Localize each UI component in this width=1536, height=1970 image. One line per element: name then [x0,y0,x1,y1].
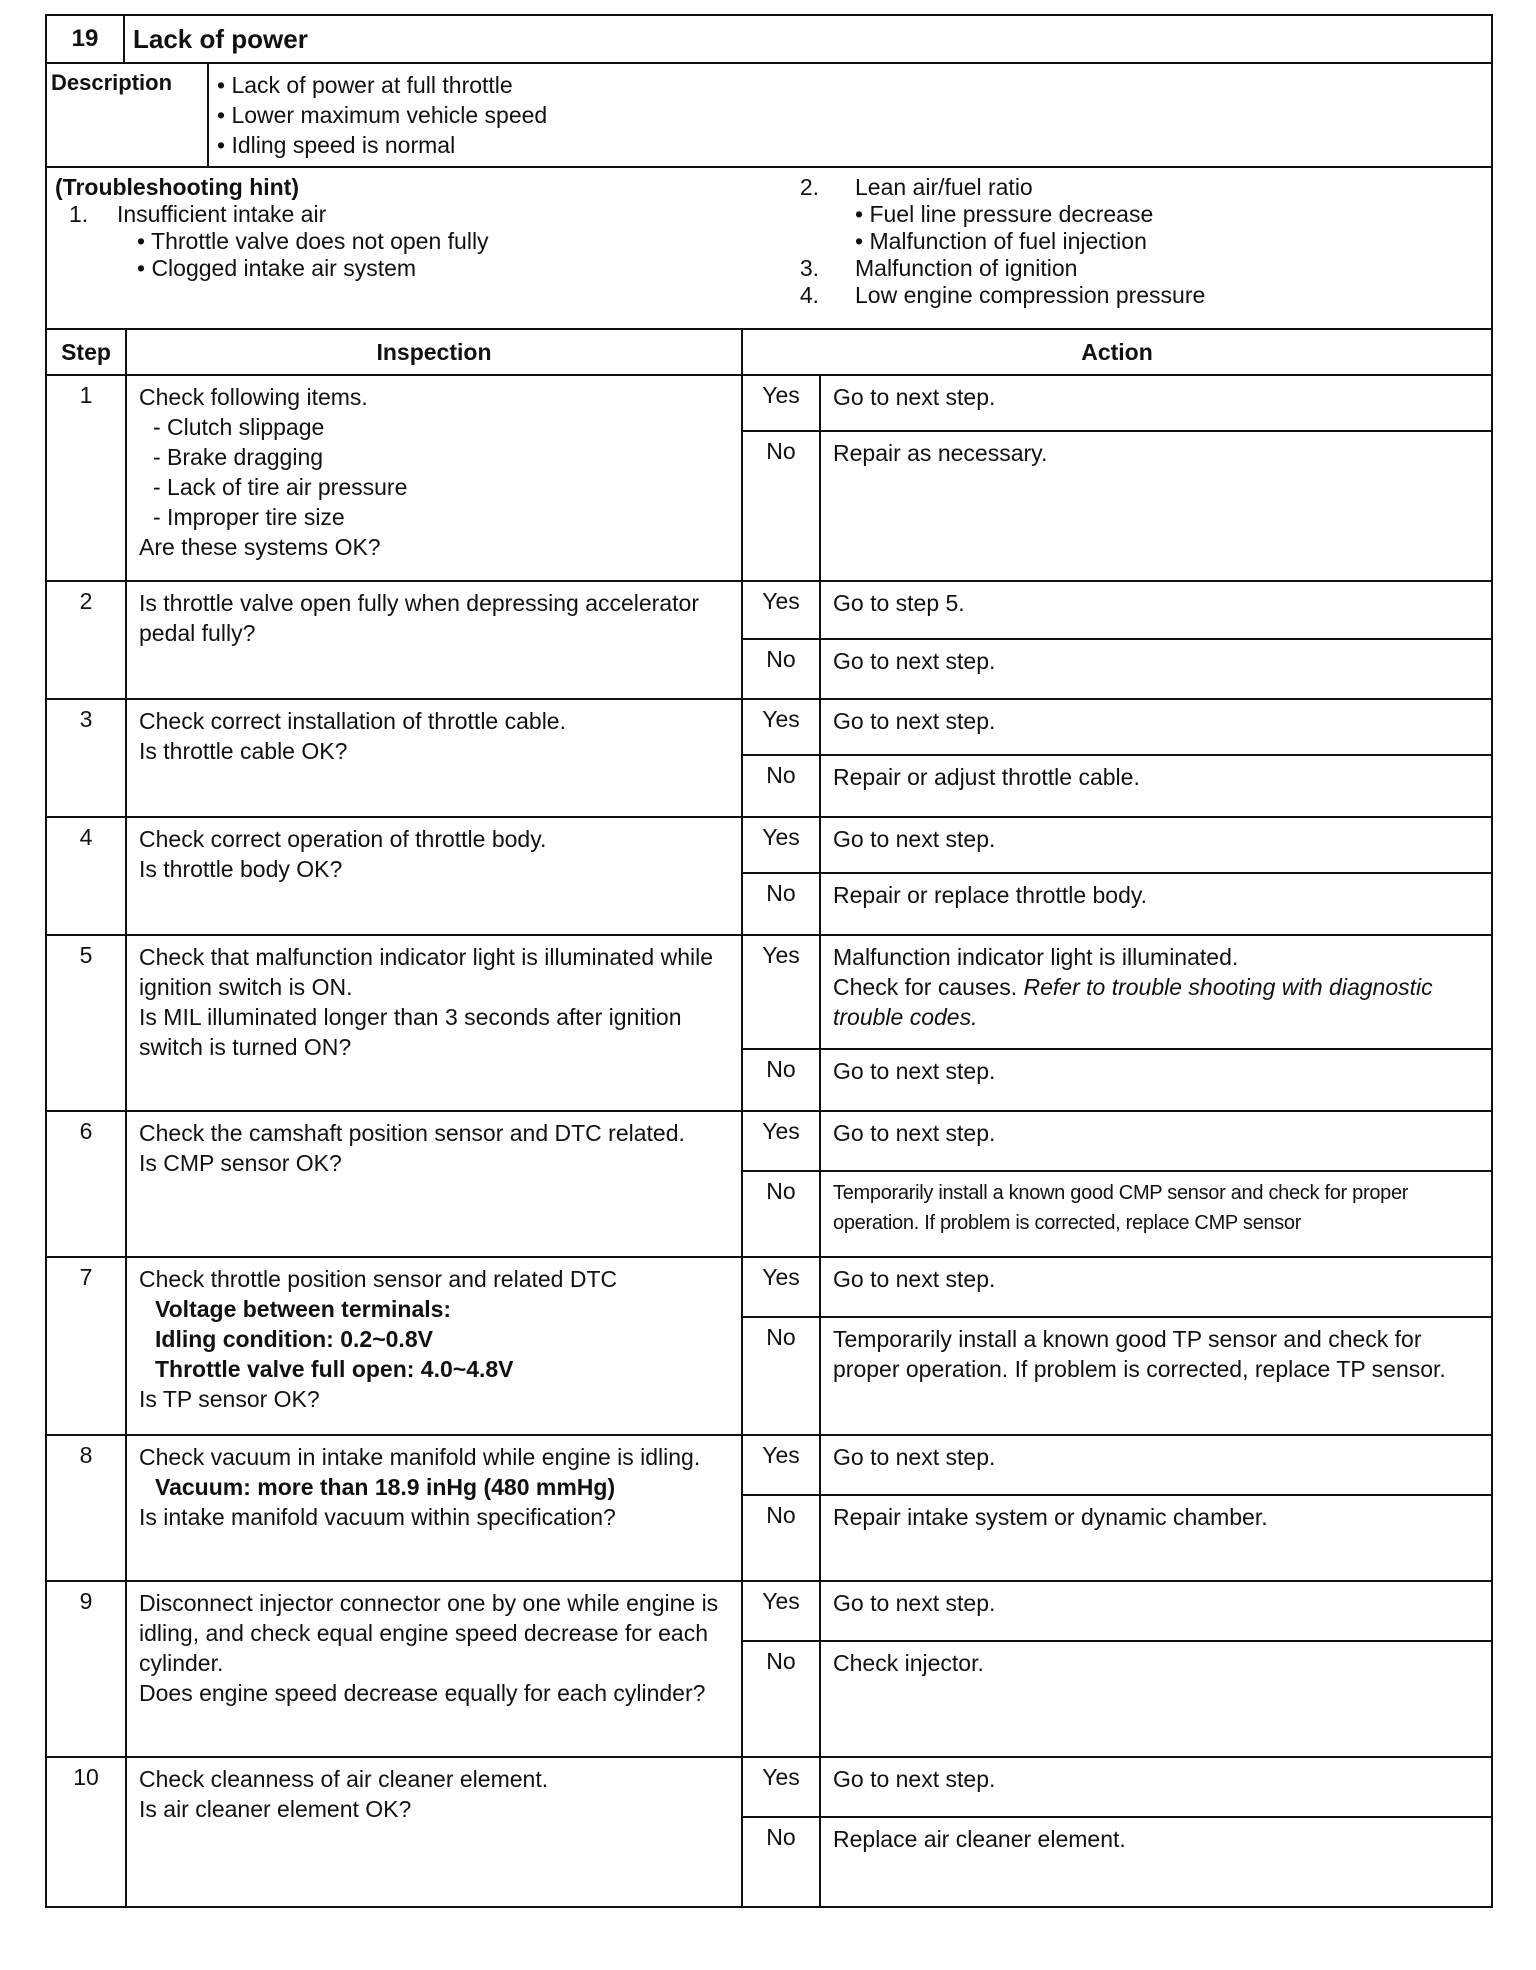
yes-action [820,1111,1492,1171]
hint-item [55,201,775,228]
step-number: 4 [46,817,126,935]
inspection-line: - Brake dragging [153,444,324,470]
yes-label: Yes [742,581,820,639]
step-number: 6 [46,1111,126,1257]
no-action: Go to next step. [820,1049,1492,1111]
step-number: 9 [46,1581,126,1757]
step-number: 10 [46,1757,126,1907]
step-row-yes [46,581,1492,639]
yes-action-text: Malfunction indicator light is illuminated. [833,944,1239,970]
inspection-line: Is MIL illuminated longer than 3 seconds after ignition switch is turned ON? [139,1004,682,1060]
no-action: Temporarily install a known good TP sensor and check for proper operation. If problem is corrected, replace TP sensor. [820,1317,1492,1435]
hint-left-column [55,174,775,282]
description-label: Description [46,64,208,167]
step-number: 1 [46,375,126,581]
yes-action [820,1257,1492,1317]
no-label: No [742,1317,820,1435]
inspection-line: Is intake manifold vacuum within specification? [139,1504,616,1530]
section-title: Lack of power [124,15,1492,63]
yes-action-extra [833,972,1481,1032]
inspection-line: - Improper tire size [153,504,345,530]
yes-label: Yes [742,1581,820,1641]
hint-item [775,282,1475,309]
hint-item [775,174,1475,201]
yes-action-text: Go to next step. [833,384,996,410]
inspection-line: Does engine speed decrease equally for each cylinder? [139,1680,706,1706]
step-number: 3 [46,699,126,817]
inspection-line: Check throttle position sensor and related DTC [139,1266,618,1292]
no-label: No [742,1049,820,1111]
inspection-line: Check following items. [139,384,368,410]
step-inspection [126,1111,742,1257]
step-inspection [126,1257,742,1435]
no-label: No [742,1495,820,1581]
inspection-line: Check the camshaft position sensor and DTC related. [139,1120,685,1146]
description-item: • Idling speed is normal [217,132,456,158]
hint-right-column [775,174,1475,309]
inspection-line: Are these systems OK? [139,534,381,560]
inspection-line: Is TP sensor OK? [139,1386,320,1412]
description-block [45,64,1493,168]
no-action: Repair as necessary. [820,431,1492,581]
step-inspection [126,935,742,1111]
hint-sub-item: • Clogged intake air system [137,255,417,281]
inspection-line: Idling condition: 0.2~0.8V [155,1326,433,1352]
inspection-line: Is throttle valve open fully when depressing accelerator pedal fully? [139,590,699,646]
step-row-yes [46,817,1492,873]
yes-label: Yes [742,1757,820,1817]
column-header-step: Step [46,330,126,375]
hint-heading: (Troubleshooting hint) [55,174,300,200]
inspection-line: Is CMP sensor OK? [139,1150,342,1176]
steps-header-row [46,330,1492,375]
step-number: 7 [46,1257,126,1435]
inspection-line: Is throttle body OK? [139,856,343,882]
step-inspection [126,375,742,581]
inspection-line: - Clutch slippage [153,414,325,440]
yes-action [820,817,1492,873]
yes-action-extra-text: Check for causes. [833,974,1018,1000]
inspection-line: Check correct operation of throttle body. [139,826,547,852]
inspection-line: Throttle valve full open: 4.0~4.8V [155,1356,514,1382]
hint-item-number: 4. [799,282,819,308]
no-label: No [742,431,820,581]
inspection-line: Check vacuum in intake manifold while engine is idling. [139,1444,701,1470]
yes-action [820,699,1492,755]
column-header-action: Action [742,330,1492,375]
yes-action-reference: Refer to trouble shooting with diagnostic trouble codes. [833,974,1433,1030]
step-number: 5 [46,935,126,1111]
no-label: No [742,639,820,699]
yes-action-text: Go to next step. [833,826,996,852]
yes-action [820,1435,1492,1495]
step-row-yes [46,1581,1492,1641]
no-label: No [742,873,820,935]
troubleshooting-sheet [45,14,1493,1908]
step-inspection [126,699,742,817]
step-inspection [126,1435,742,1581]
description-item: • Lower maximum vehicle speed [217,102,548,128]
yes-label: Yes [742,1257,820,1317]
inspection-line: Check that malfunction indicator light is illuminated while ignition switch is ON. [139,944,714,1000]
hint-item-text: Insufficient intake air [117,201,327,227]
steps-table [45,330,1493,1908]
no-action: Replace air cleaner element. [820,1817,1492,1907]
hint-sub-item: • Throttle valve does not open fully [137,228,489,254]
step-row-yes [46,699,1492,755]
description-item: • Lack of power at full throttle [217,72,513,98]
yes-action-text: Go to next step. [833,1590,996,1616]
no-label: No [742,755,820,817]
no-action: Repair intake system or dynamic chamber. [820,1495,1492,1581]
step-inspection [126,1581,742,1757]
step-number: 8 [46,1435,126,1581]
no-action: Go to next step. [820,639,1492,699]
no-action: Repair or replace throttle body. [820,873,1492,935]
inspection-line: Is throttle cable OK? [139,738,348,764]
step-inspection [126,1757,742,1907]
inspection-line: Check cleanness of air cleaner element. [139,1766,549,1792]
troubleshooting-hint [45,168,1493,330]
step-row-yes [46,1757,1492,1817]
yes-label: Yes [742,375,820,431]
inspection-line: Disconnect injector connector one by one while engine is idling, and check equal engine speed decrease for each cylinder. [139,1590,719,1676]
yes-label: Yes [742,699,820,755]
hint-sub-item: • Malfunction of fuel injection [855,228,1147,254]
section-number: 19 [46,15,124,63]
yes-action-text: Go to next step. [833,708,996,734]
step-row-yes [46,1111,1492,1171]
step-row-yes [46,1435,1492,1495]
inspection-line: Check correct installation of throttle cable. [139,708,566,734]
yes-action-text: Go to step 5. [833,590,965,616]
step-number: 2 [46,581,126,699]
no-label: No [742,1171,820,1257]
yes-action [820,375,1492,431]
no-label: No [742,1817,820,1907]
hint-item [775,255,1475,282]
no-label: No [742,1641,820,1757]
no-action: Temporarily install a known good CMP sensor and check for proper operation. If problem is corrected, replace CMP sensor [820,1171,1492,1257]
description-text [208,64,1492,167]
yes-label: Yes [742,1435,820,1495]
hint-item-number: 1. [69,201,89,227]
hint-sub-item: • Fuel line pressure decrease [855,201,1154,227]
step-row-yes [46,1257,1492,1317]
step-inspection [126,581,742,699]
hint-item-number: 2. [799,174,819,200]
yes-action-text: Go to next step. [833,1766,996,1792]
yes-action-text: Go to next step. [833,1120,996,1146]
yes-action [820,1581,1492,1641]
yes-action [820,1757,1492,1817]
hint-item-text: Malfunction of ignition [855,255,1078,281]
hint-item-number: 3. [799,255,819,281]
yes-label: Yes [742,935,820,1049]
no-action: Repair or adjust throttle cable. [820,755,1492,817]
inspection-line: Is air cleaner element OK? [139,1796,412,1822]
yes-action-text: Go to next step. [833,1266,996,1292]
yes-label: Yes [742,817,820,873]
step-row-yes [46,375,1492,431]
inspection-line: Vacuum: more than 18.9 inHg (480 mmHg) [155,1474,616,1500]
step-inspection [126,817,742,935]
no-action: Check injector. [820,1641,1492,1757]
hint-item-text: Lean air/fuel ratio [855,174,1033,200]
inspection-line: Voltage between terminals: [155,1296,452,1322]
column-header-inspection: Inspection [126,330,742,375]
inspection-line: - Lack of tire air pressure [153,474,408,500]
yes-action [820,581,1492,639]
yes-action-text: Go to next step. [833,1444,996,1470]
step-row-yes [46,935,1492,1049]
hint-item-text: Low engine compression pressure [855,282,1206,308]
yes-action [820,935,1492,1049]
yes-label: Yes [742,1111,820,1171]
title-bar [45,14,1493,64]
